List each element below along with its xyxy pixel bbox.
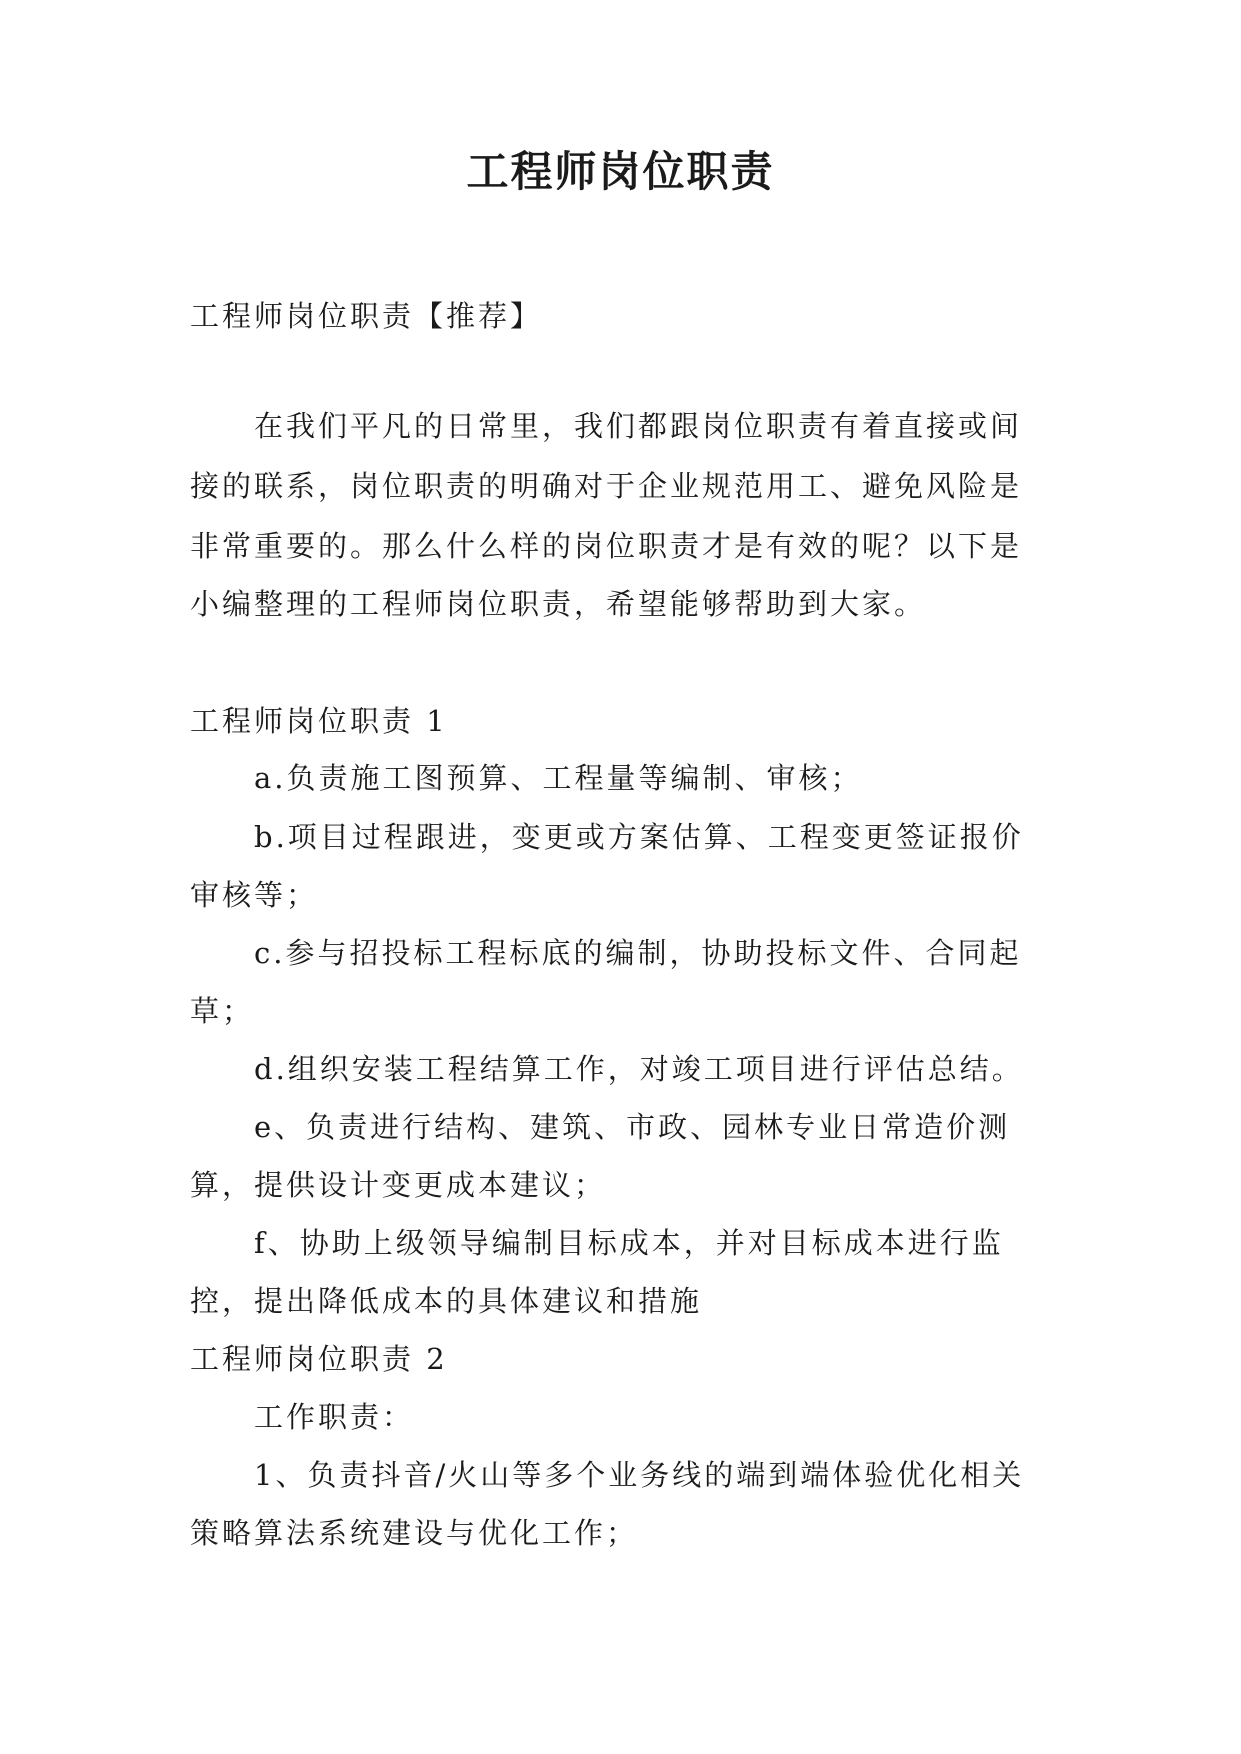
- section1-line-b-cont: 审核等；: [190, 878, 319, 912]
- section2-heading: 工程师岗位职责 2: [190, 1342, 448, 1376]
- section2-line-2: 1、负责抖音/火山等多个业务线的端到端体验优化相关: [254, 1458, 1025, 1492]
- document-title: 工程师岗位职责: [466, 147, 775, 196]
- intro-line-2: 接的联系，岗位职责的明确对于企业规范用工、避免风险是: [190, 469, 1023, 503]
- section1-line-b: b.项目过程跟进，变更或方案估算、工程变更签证报价: [254, 820, 1024, 854]
- section1-line-c: c.参与招投标工程标底的编制，协助投标文件、合同起: [254, 936, 1022, 970]
- section1-heading: 工程师岗位职责 1: [190, 704, 448, 738]
- section2-line-1: 工作职责：: [254, 1400, 415, 1434]
- section1-line-a: a.负责施工图预算、工程量等编制、审核；: [254, 761, 863, 795]
- section1-line-f-cont: 控，提出降低成本的具体建议和措施: [190, 1284, 703, 1318]
- intro-line-4: 小编整理的工程师岗位职责，希望能够帮助到大家。: [190, 587, 927, 621]
- section1-line-d: d.组织安装工程结算工作，对竣工项目进行评估总结。: [254, 1052, 1024, 1086]
- section1-line-f: f、协助上级领导编制目标成本，并对目标成本进行监: [254, 1226, 1004, 1260]
- document-subtitle: 工程师岗位职责【推荐】: [190, 299, 543, 333]
- section1-line-e: e、负责进行结构、建筑、市政、园林专业日常造价测: [254, 1110, 1011, 1144]
- section1-line-e-cont: 算，提供设计变更成本建议；: [190, 1168, 607, 1202]
- intro-line-1: 在我们平凡的日常里，我们都跟岗位职责有着直接或间: [254, 409, 1023, 443]
- intro-line-3: 非常重要的。那么什么样的岗位职责才是有效的呢？以下是: [190, 529, 1023, 563]
- section2-line-2-cont: 策略算法系统建设与优化工作；: [190, 1516, 639, 1550]
- section1-line-c-cont: 草；: [190, 994, 255, 1028]
